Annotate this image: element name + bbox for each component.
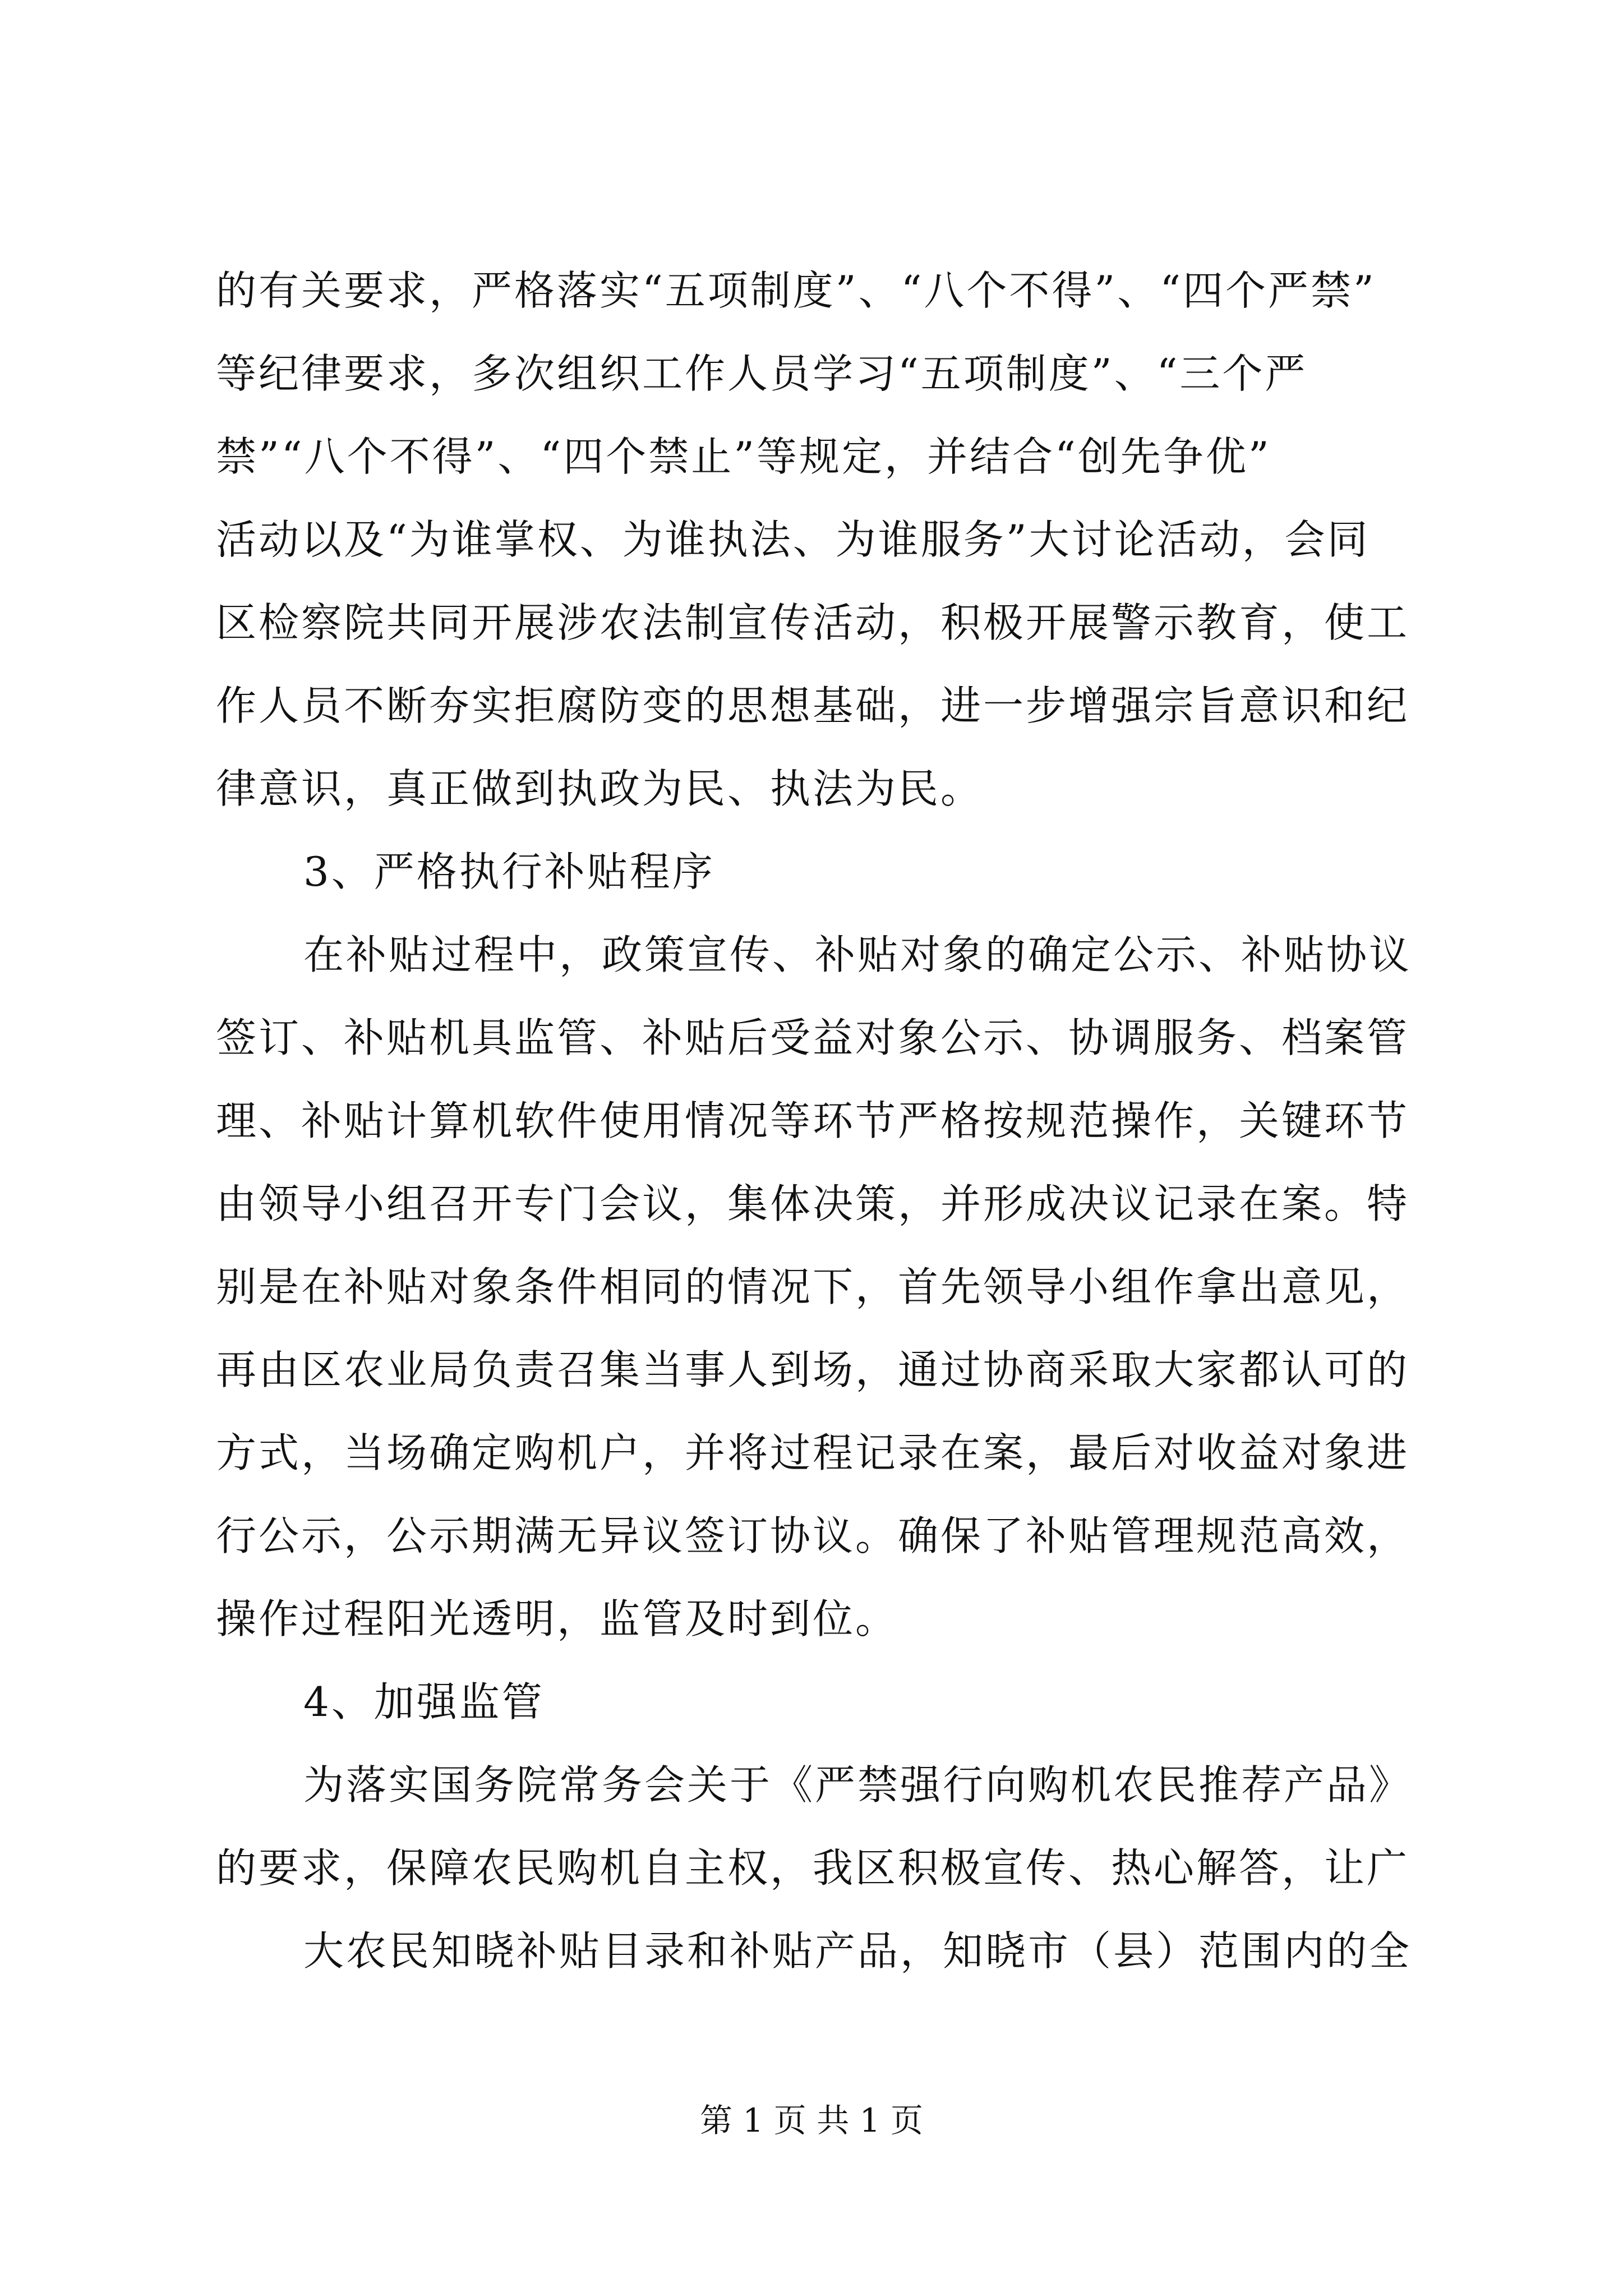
body-text-line: 大农民知晓补贴目录和补贴产品，知晓市（县）范围内的全 bbox=[303, 1927, 1412, 1975]
body-text-line: 作人员不断夯实拒腐防变的思想基础，进一步增强宗旨意识和纪 bbox=[216, 682, 1410, 729]
page-footer: 第 1 页 共 1 页 bbox=[700, 2101, 923, 2139]
body-text-line: 再由区农业局负责召集当事人到场，通过协商采取大家都认可的 bbox=[216, 1346, 1410, 1393]
body-text-line: 区检察院共同开展涉农法制宣传活动，积极开展警示教育，使工 bbox=[216, 599, 1410, 646]
body-text-line: 为落实国务院常务会关于《严禁强行向购机农民推荐产品》 bbox=[303, 1761, 1412, 1809]
body-text-line: 签订、补贴机具监管、补贴后受益对象公示、协调服务、档案管 bbox=[216, 1014, 1410, 1061]
body-text-line: 在补贴过程中，政策宣传、补贴对象的确定公示、补贴协议 bbox=[303, 931, 1412, 978]
body-text-line: 行公示，公示期满无异议签订协议。确保了补贴管理规范高效， bbox=[216, 1512, 1410, 1559]
body-text-line: 等纪律要求，多次组织工作人员学习“五项制度”、“三个严 bbox=[216, 350, 1308, 397]
body-text-line: 的有关要求，严格落实“五项制度”、“八个不得”、“四个严禁” bbox=[216, 267, 1376, 314]
body-text-line: 操作过程阳光透明，监管及时到位。 bbox=[216, 1595, 898, 1642]
body-text-line: 律意识，真正做到执政为民、执法为民。 bbox=[216, 765, 984, 812]
body-text-line: 别是在补贴对象条件相同的情况下，首先领导小组作拿出意见， bbox=[216, 1263, 1410, 1310]
body-text-line: 禁”“八个不得”、“四个禁止”等规定，并结合“创先争优” bbox=[216, 433, 1271, 480]
body-text-line: 方式，当场确定购机户，并将过程记录在案，最后对收益对象进 bbox=[216, 1429, 1410, 1476]
section-heading: 3、严格执行补贴程序 bbox=[303, 848, 715, 895]
body-text-line: 理、补贴计算机软件使用情况等环节严格按规范操作，关键环节 bbox=[216, 1097, 1410, 1144]
body-text-line: 活动以及“为谁掌权、为谁执法、为谁服务”大讨论活动，会同 bbox=[216, 516, 1370, 563]
body-text-line: 由领导小组召开专门会议，集体决策，并形成决议记录在案。特 bbox=[216, 1180, 1410, 1227]
body-text-line: 的要求，保障农民购机自主权，我区积极宣传、热心解答，让广 bbox=[216, 1844, 1410, 1892]
section-heading: 4、加强监管 bbox=[303, 1678, 545, 1726]
